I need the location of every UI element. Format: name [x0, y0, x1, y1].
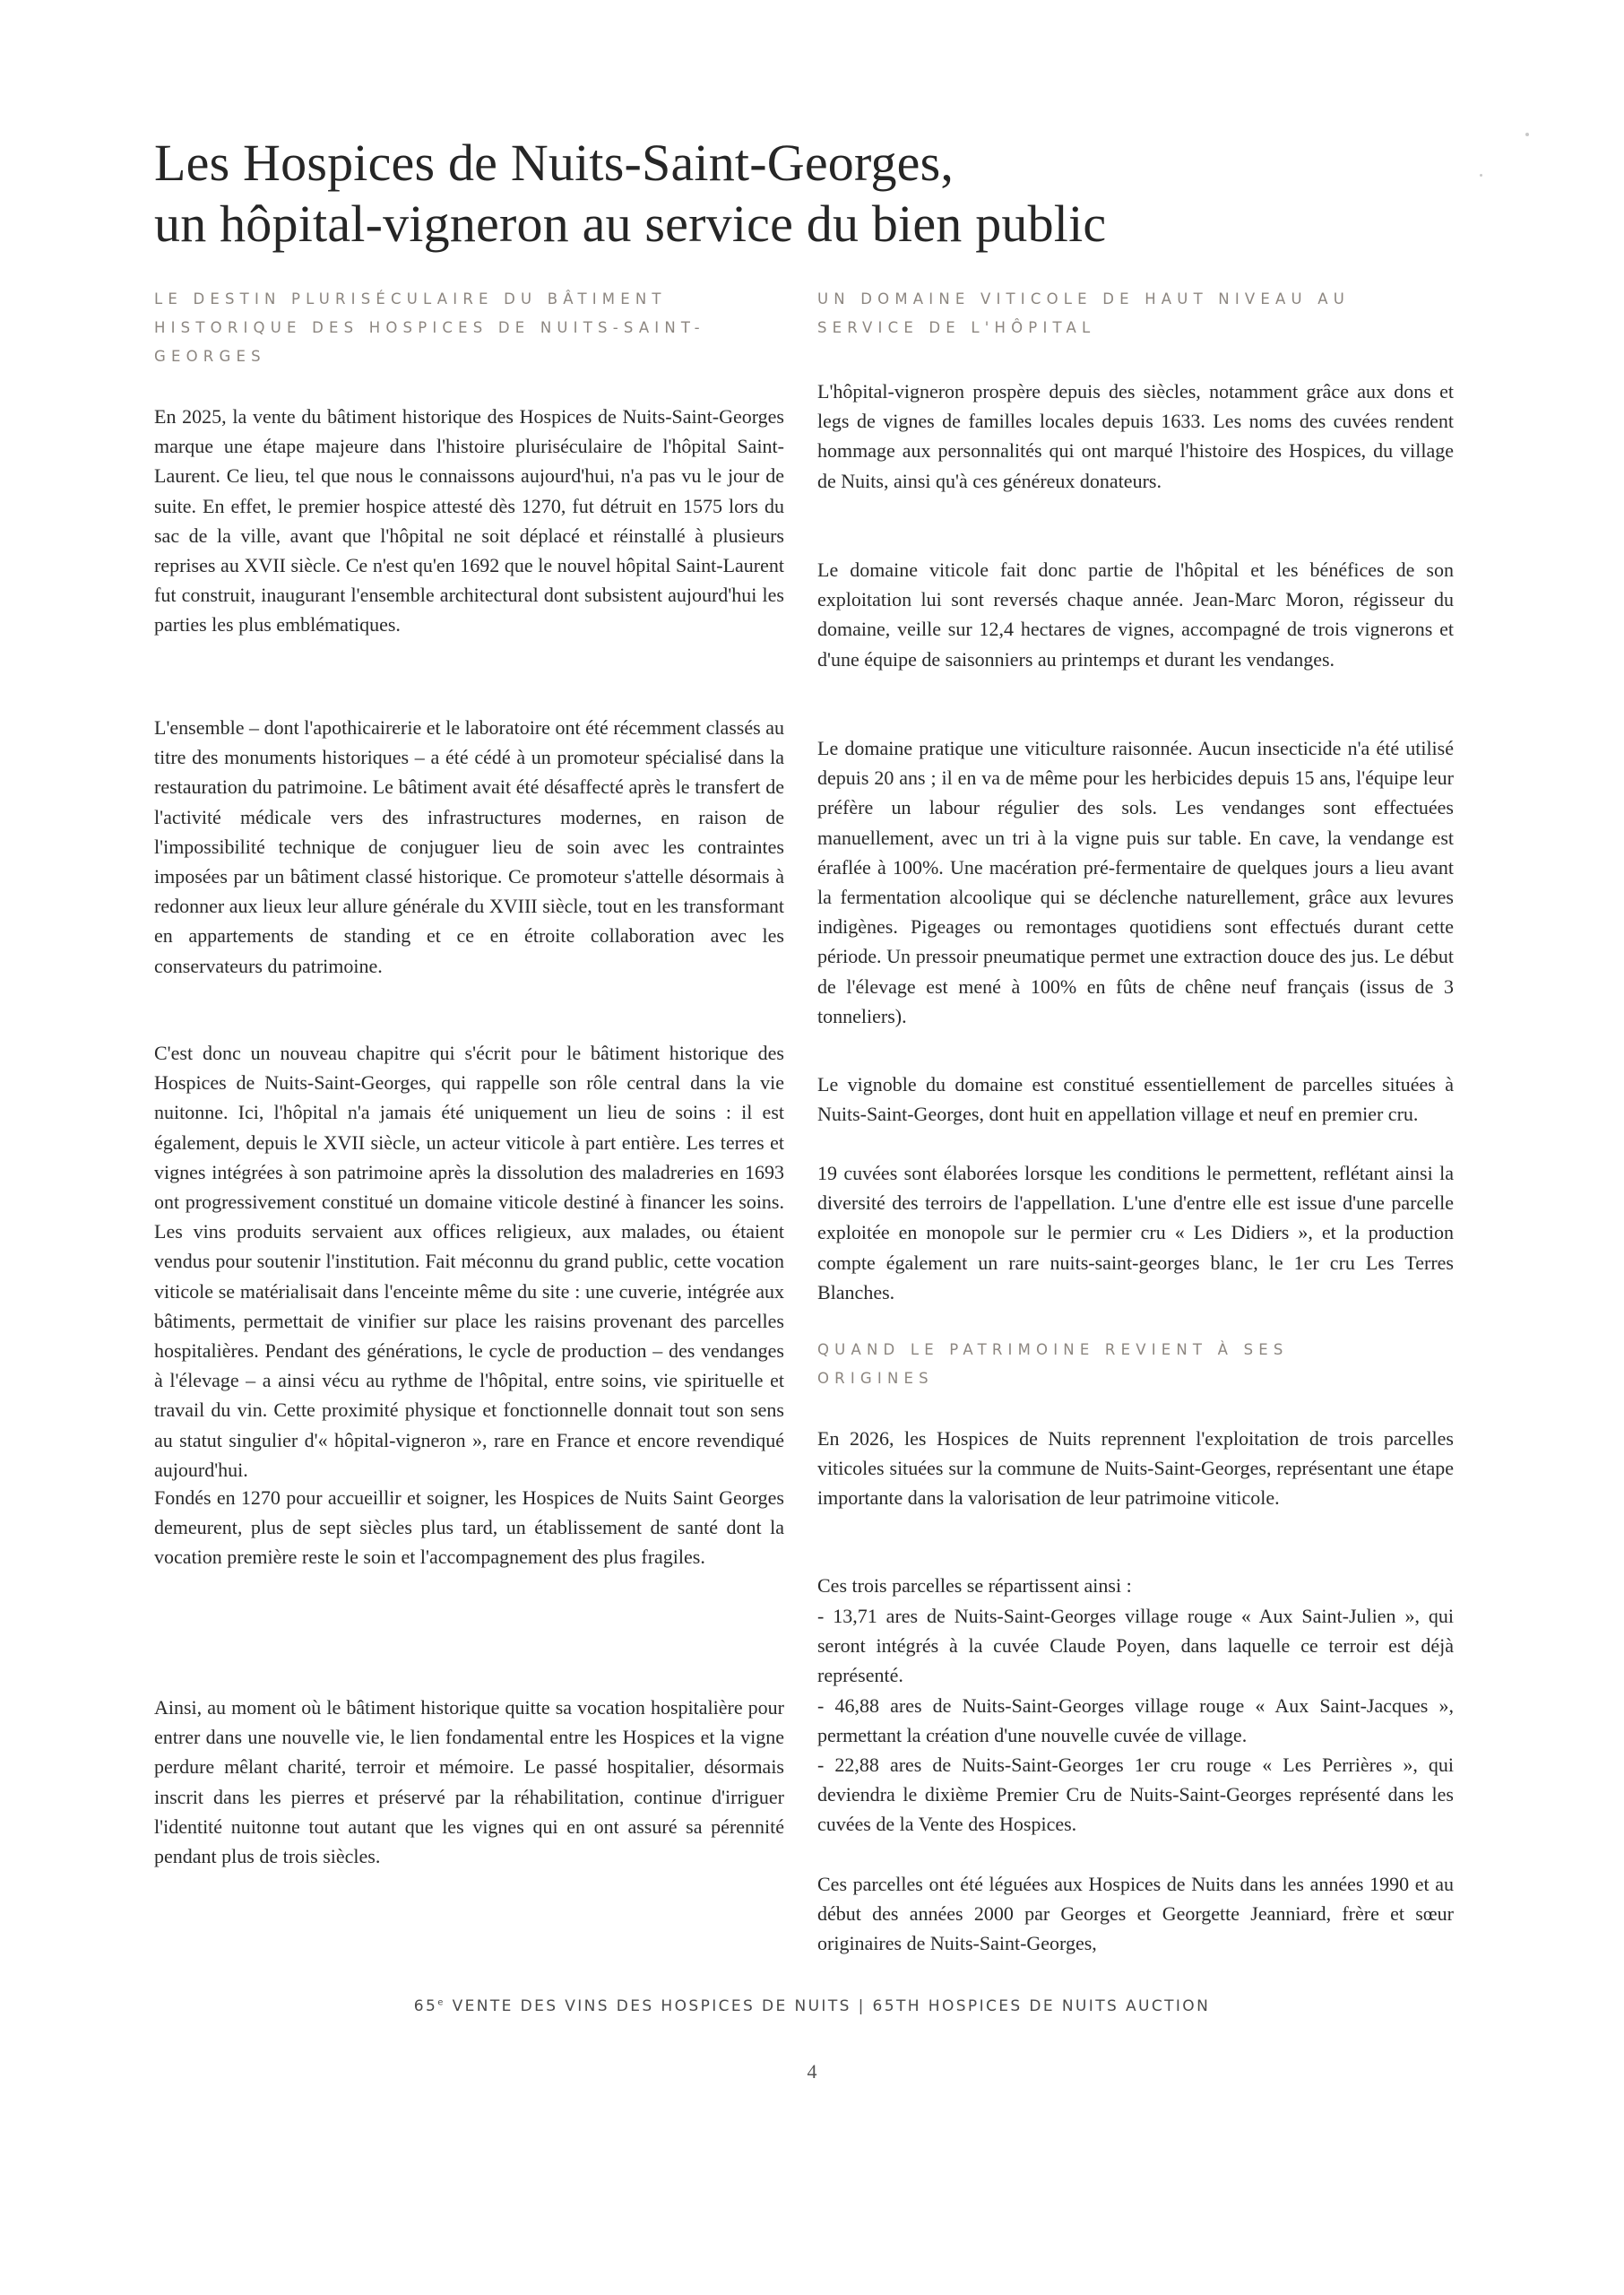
- parcel-item-saint-julien: - 13,71 ares de Nuits-Saint-Georges village rouge « Aux Saint-Julien », qui seront intégrés à la cuvée Claude Poyen, dans laquelle ce terroir est déjà représenté.: [817, 1605, 1454, 1687]
- paragraph-left-4: Fondés en 1270 pour accueillir et soigner, les Hospices de Nuits Saint Georges demeurent, plus de sept siècles plus tard, un établissement de santé dont la vocation première reste le soin et l'accompagnement des plus fragiles.: [154, 1486, 784, 1569]
- parcel-item-perrieres: - 22,88 ares de Nuits-Saint-Georges 1er cru rouge « Les Perrières », qui deviendra le dixième Premier Cru de Nuits-Saint-Georges représenté dans les cuvées de la Vente des Hospices.: [817, 1754, 1454, 1836]
- paragraph-left-1: En 2025, la vente du bâtiment historique des Hospices de Nuits-Saint-Georges marque une étape majeure dans l'histoire pluriséculaire de l'hôpital Saint-Laurent. Ce lieu, tel que nous le connaissons aujourd'hui, n'a pas vu le jour de suite. En effet, le premier hospice attesté dès 1270, fut détruit en 1575 lors du sac de la ville, avant que l'hôpital ne soit déplacé et réinstallé à plusieurs reprises au XVII siècle. Ce n'est qu'en 1692 que le nouvel hôpital Saint-Laurent fut construit, inaugurant l'ensemble architectural dont subsistent aujourd'hui les parties les plus emblématiques.: [154, 405, 784, 637]
- section-heading-wine-estate: UN DOMAINE VITICOLE DE HAUT NIVEAU AU SERVICE DE L'HÔPITAL: [817, 290, 1350, 336]
- paragraph-right-3: Le domaine pratique une viticulture raisonnée. Aucun insecticide n'a été utilisé depuis 20 ans ; il en va de même pour les herbicides depuis 15 ans, l'équipe leur préfère un labour régulier des sols. Les vendanges sont effectuées manuellement, avec un tri à la vigne puis sur table. En cave, la vendange est éraflée à 100%. Une macération pré-fermentaire de quelques jours a lieu avant la fermentation alcoolique qui se déclenche naturellement, grâce aux levures indigènes. Pigeages ou remontages quotidiens sont effectués durant cette période. Un pressoir pneumatique permet une extraction douce des jus. Le début de l'élevage est mené à 100% en fûts de chêne neuf français (issus de 3 tonneliers).: [817, 737, 1454, 1027]
- paragraph-right-4: Le vignoble du domaine est constitué essentiellement de parcelles situées à Nuits-Saint-Georges, dont huit en appellation village et neuf en premier cru.: [817, 1073, 1454, 1126]
- page-title: [154, 133, 1319, 255]
- footer-text: VENTE DES VINS DES HOSPICES DE NUITS | 65TH HOSPICES DE NUITS AUCTION: [445, 1997, 1211, 2015]
- page-title-line-1: Les Hospices de Nuits-Saint-Georges,: [154, 134, 955, 192]
- scan-speck: [1480, 174, 1482, 177]
- page-number: 4: [807, 2060, 817, 2083]
- paragraph-right-8: Ces parcelles ont été léguées aux Hospices de Nuits dans les années 1990 et au début des années 2000 par Georges et Georgette Jeanniard, frère et sœur originaires de Nuits-Saint-Georges,: [817, 1873, 1454, 1955]
- page-title-line-2: un hôpital-vigneron au service du bien public: [154, 195, 1107, 253]
- paragraph-left-5: Ainsi, au moment où le bâtiment historique quitte sa vocation hospitalière pour entrer dans une nouvelle vie, le lien fondamental entre les Hospices et la vigne perdure mêlant charité, terroir et mémoire. Le passé hospitalier, désormais inscrit dans les pierres et préservé par la réhabilitation, continue d'irriguer l'identité nuitonne tout autant que les vignes qui en ont assuré sa pérennité pendant plus de trois siècles.: [154, 1696, 784, 1868]
- footer-edition-number: 65: [413, 1997, 438, 2015]
- scan-speck: [1525, 133, 1529, 136]
- parcel-item-saint-jacques: - 46,88 ares de Nuits-Saint-Georges village rouge « Aux Saint-Jacques », permettant la création d'une nouvelle cuvée de village.: [817, 1694, 1454, 1747]
- section-heading-heritage-origins: QUAND LE PATRIMOINE REVIENT À SES ORIGINES: [817, 1341, 1289, 1387]
- running-footer: [0, 1997, 1624, 2015]
- paragraph-right-2: Le domaine viticole fait donc partie de l'hôpital et les bénéfices de son exploitation lui sont reversés chaque année. Jean-Marc Moron, régisseur du domaine, veille sur 12,4 hectares de vignes, accompagné de trois vignerons et d'une équipe de saisonniers au printemps et durant les vendanges.: [817, 559, 1454, 671]
- paragraph-left-2: L'ensemble – dont l'apothicairerie et le laboratoire ont été récemment classés au titre des monuments historiques – a été cédé à un promoteur spécialisé dans la restauration du patrimoine. Le bâtiment avait été désaffecté après le transfert de l'activité médicale vers des infrastructures modernes, en raison de l'impossibilité technique de conjuguer lieu de soin avec les contraintes imposées par un bâtiment classé historique. Ce promoteur s'attelle désormais à redonner aux lieux leur allure générale du XVIII siècle, tout en les transformant en appartements de standing et ce en étroite collaboration avec les conservateurs du patrimoine.: [154, 716, 784, 977]
- paragraph-right-7: Ces trois parcelles se répartissent ainsi :: [817, 1574, 1132, 1597]
- section-heading-building-history: LE DESTIN PLURISÉCULAIRE DU BÂTIMENT HISTORIQUE DES HOSPICES DE NUITS-SAINT-GEORGES: [154, 290, 705, 365]
- footer-ordinal-suffix: e: [437, 1997, 445, 2008]
- paragraph-right-5: 19 cuvées sont élaborées lorsque les conditions le permettent, reflétant ainsi la diversité des terroirs de l'appellation. L'une d'entre elle est issue d'une parcelle exploitée en monopole sur le permier cru « Les Didiers », et la production compte également un rare nuits-saint-georges blanc, le 1er cru Les Terres Blanches.: [817, 1162, 1454, 1303]
- paragraph-right-6: En 2026, les Hospices de Nuits reprennent l'exploitation de trois parcelles viticoles situées sur la commune de Nuits-Saint-Georges, représentant une étape importante dans la valorisation de leur patrimoine viticole.: [817, 1427, 1454, 1510]
- paragraph-left-3: C'est donc un nouveau chapitre qui s'écrit pour le bâtiment historique des Hospices de Nuits-Saint-Georges, qui rappelle son rôle central dans la vie nuitonne. Ici, l'hôpital n'a jamais été uniquement un lieu de soins : il est également, depuis le XVII siècle, un acteur viticole à part entière. Les terres et vignes intégrées à son patrimoine après la dissolution des maladreries en 1693 ont progressivement constitué un domaine viticole destiné à financer les soins. Les vins produits servaient aux offices religieux, aux malades, ou étaient vendus pour soutenir l'institution. Fait méconnu du grand public, cette vocation viticole se matérialisait dans l'enceinte même du site : une cuverie, intégrée aux bâtiments, permettait de vinifier sur place les raisins provenant des parcelles hospitalières. Pendant des générations, le cycle de production – des vendanges à l'élevage – a ainsi vécu au rythme de l'hôpital, entre soins, vie spirituelle et travail du vin. Cette proximité physique et fonctionnelle donnait tout son sens au statut singulier d'« hôpital-vigneron », rare en France et encore revendiqué aujourd'hui.: [154, 1042, 784, 1481]
- paragraph-right-1: L'hôpital-vigneron prospère depuis des siècles, notamment grâce aux dons et legs de vignes de familles locales depuis 1633. Les noms des cuvées rendent hommage aux personnalités qui ont marqué l'histoire des Hospices, du village de Nuits, ainsi qu'à ces généreux donateurs.: [817, 380, 1454, 492]
